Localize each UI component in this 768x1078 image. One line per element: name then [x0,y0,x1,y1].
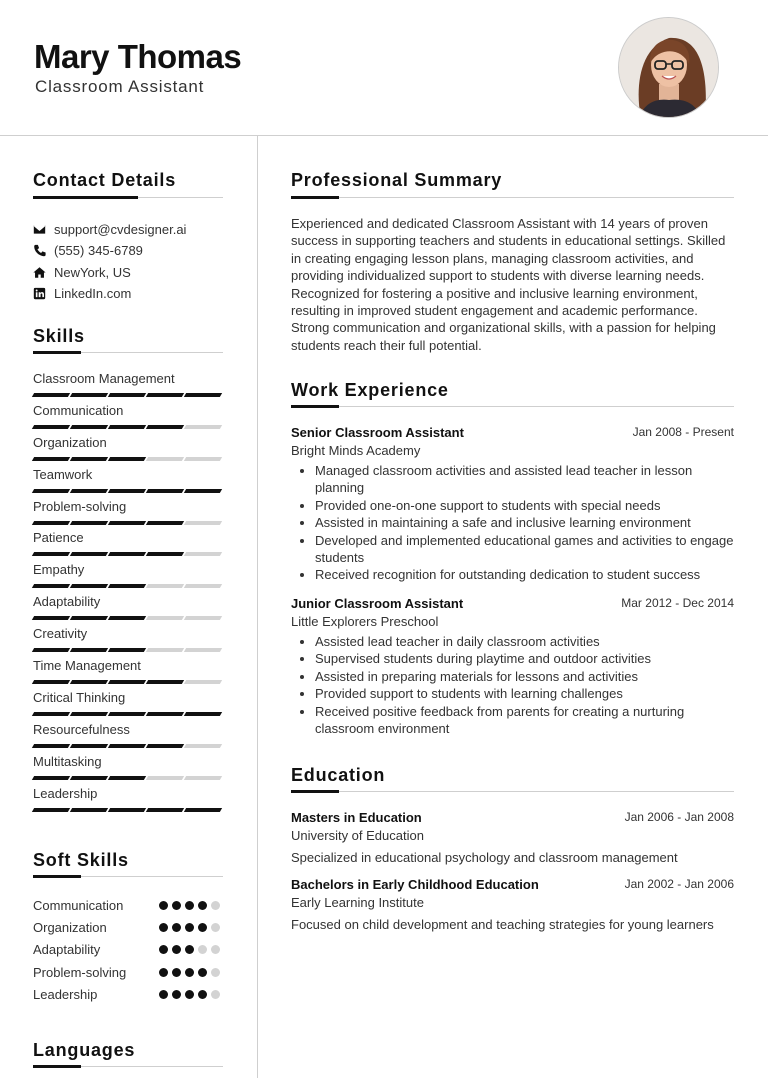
contact-linkedin[interactable] [33,283,233,304]
skill-level-segment [184,680,222,684]
skill-level-segment [146,680,184,684]
skill-level-segment [70,680,108,684]
languages-heading: Languages [33,1040,136,1060]
skill-level-segment [146,808,184,812]
contact-phone-text: (555) 345-6789 [54,243,143,259]
skill-level-segment [108,393,146,397]
education-degree: Masters in Education [291,810,422,825]
skill-item [33,499,223,531]
soft-skill-item [33,916,233,938]
skill-level-segment [108,712,146,716]
skill-name: Critical Thinking [33,689,126,705]
rating-dot [211,945,220,954]
skill-level-bar [33,616,223,620]
skill-level-segment [146,616,184,620]
skill-level-segment [70,648,108,652]
soft-skill-item [33,939,233,961]
soft-skill-rating [159,945,220,954]
skill-level-segment [146,552,184,556]
job-bullet: Assisted lead teacher in daily classroom activities [291,633,734,650]
skill-item [33,403,223,435]
rating-dot [211,968,220,977]
job-bullets [291,462,734,584]
contact-location [33,262,233,283]
job-company: Bright Minds Academy [291,443,421,458]
skill-name: Creativity [33,626,88,642]
rating-dot [172,990,181,999]
job-title: Senior Classroom Assistant [291,425,464,440]
linkedin-icon [33,287,54,300]
resume-header [0,0,768,136]
skill-level-segment [32,425,70,429]
contact-linkedin-text: LinkedIn.com [54,286,132,302]
skill-level-segment [70,744,108,748]
skill-level-bar [33,457,223,461]
rating-dot [198,968,207,977]
skill-level-bar [33,584,223,588]
candidate-name: Mary Thomas [34,38,242,75]
skill-name: Patience [33,530,84,546]
skill-name: Classroom Management [33,371,175,386]
summary-text: Experienced and dedicated Classroom Assistant with 14 years of proven success in supporting teachers and students in educational settings. Skilled in creating engaging lesson plans, managing classroom activities, and providing individualized support to students with diverse learning needs. Recognized for fostering a positive and inclusive learning environment, resulting in improved student engagement and academic performance. Strong communication and organizational skills, with a passion for helping students reach their full potential. [291,216,726,353]
job-bullet: Developed and implemented educational games and activities to engage students [291,532,734,567]
skill-level-bar [33,521,223,525]
education-school: University of Education [291,828,424,843]
soft-skill-rating [159,901,220,910]
rating-dot [159,968,168,977]
job-entry [291,596,734,737]
skill-level-segment [32,521,70,525]
rating-dot [185,945,194,954]
job-bullet: Managed classroom activities and assisted lead teacher in lesson planning [291,462,734,497]
work-heading: Work Experience [291,380,449,400]
skill-level-bar [33,680,223,684]
soft-skill-item [33,961,233,983]
languages-heading-rule [33,1066,223,1067]
job-entry [291,425,734,584]
skill-level-segment [70,393,108,397]
skill-level-segment [108,776,146,780]
skill-level-segment [146,521,184,525]
skill-item [33,467,223,499]
summary-heading: Professional Summary [291,170,503,190]
skill-level-segment [146,584,184,588]
skill-level-segment [70,457,108,461]
education-school: Early Learning Institute [291,895,424,910]
job-bullet: Assisted in preparing materials for lessons and activities [291,668,734,685]
job-date: Jan 2008 - Present [632,425,734,439]
soft-skill-item [33,983,233,1005]
skill-level-segment [184,616,222,620]
rating-dot [198,990,207,999]
rating-dot [185,923,194,932]
job-bullet: Provided support to students with learning challenges [291,685,734,702]
skill-level-segment [32,744,70,748]
rating-dot [211,923,220,932]
skill-level-segment [70,489,108,493]
contact-location-text: NewYork, US [54,264,131,280]
rating-dot [185,990,194,999]
education-heading: Education [291,765,386,785]
skill-level-segment [108,744,146,748]
skill-level-segment [184,552,222,556]
soft-skill-name: Adaptability [33,942,101,958]
skill-item [33,786,223,818]
soft-skills-heading: Soft Skills [33,850,129,870]
skill-level-segment [108,489,146,493]
skill-level-segment [70,552,108,556]
job-bullet: Supervised students during playtime and outdoor activities [291,650,734,667]
skill-level-segment [108,584,146,588]
contact-list [33,219,233,304]
skill-level-segment [146,648,184,652]
soft-skills-heading-rule [33,876,223,877]
skill-level-bar [33,648,223,652]
job-bullet: Received positive feedback from parents for creating a nurturing classroom environment [291,703,734,738]
contact-heading: Contact Details [33,170,177,190]
rating-dot [198,945,207,954]
envelope-icon [33,223,54,236]
skill-level-segment [70,425,108,429]
skill-level-segment [108,648,146,652]
contact-phone[interactable] [33,240,233,261]
skill-level-segment [184,521,222,525]
skill-level-segment [32,584,70,588]
skill-level-segment [184,744,222,748]
soft-skill-name: Problem-solving [33,964,127,980]
skill-level-segment [108,616,146,620]
skill-level-bar [33,808,223,812]
education-description: Specialized in educational psychology and classroom management [291,850,678,865]
skill-item [33,594,223,626]
skill-level-bar [33,489,223,493]
rating-dot [172,901,181,910]
skills-list [33,371,223,817]
rating-dot [159,901,168,910]
education-degree: Bachelors in Early Childhood Education [291,877,539,892]
education-entry [291,810,734,865]
skill-level-bar [33,712,223,716]
skill-level-segment [32,680,70,684]
skill-level-segment [70,521,108,525]
skill-item [33,371,223,403]
skill-level-segment [146,393,184,397]
skill-level-bar [33,393,223,397]
skill-level-segment [184,648,222,652]
rating-dot [172,945,181,954]
soft-skill-rating [159,990,220,999]
skill-level-segment [70,808,108,812]
candidate-title: Classroom Assistant [35,77,205,96]
phone-icon [33,244,54,257]
skill-level-segment [184,425,222,429]
skill-level-segment [184,712,222,716]
job-bullets [291,633,734,737]
job-company: Little Explorers Preschool [291,614,439,629]
soft-skills-list [33,894,233,1005]
skill-level-segment [108,457,146,461]
skill-level-segment [70,616,108,620]
rating-dot [159,990,168,999]
skill-item [33,658,223,690]
skill-level-segment [32,616,70,620]
skill-level-segment [184,393,222,397]
skills-heading: Skills [33,326,85,346]
skill-item [33,754,223,786]
education-heading-rule [291,791,734,792]
skill-level-segment [32,648,70,652]
rating-dot [159,923,168,932]
rating-dot [159,945,168,954]
skill-name: Problem-solving [33,498,127,514]
skill-name: Teamwork [33,466,93,482]
soft-skill-name: Leadership [33,986,98,1002]
work-heading-rule [291,406,734,407]
skill-name: Resourcefulness [33,721,130,737]
skill-level-segment [32,489,70,493]
skill-level-segment [184,584,222,588]
skill-name: Time Management [33,658,141,674]
skill-level-segment [108,521,146,525]
education-date: Jan 2006 - Jan 2008 [624,810,734,824]
skill-item [33,562,223,594]
rating-dot [198,901,207,910]
skill-level-segment [184,808,222,812]
skill-level-segment [184,776,222,780]
skill-level-bar [33,776,223,780]
soft-skill-name: Communication [33,897,124,913]
skill-name: Communication [33,402,124,418]
skill-item [33,690,223,722]
skill-level-segment [32,457,70,461]
skill-item [33,530,223,562]
skill-item [33,626,223,658]
skill-level-bar [33,552,223,556]
profile-photo [618,17,719,118]
skill-item [33,722,223,754]
skill-level-bar [33,425,223,429]
skill-level-segment [108,808,146,812]
education-description: Focused on child development and teaching strategies for young learners [291,917,714,932]
skill-level-segment [146,489,184,493]
rating-dot [198,923,207,932]
soft-skill-item [33,894,233,916]
contact-heading-rule [33,197,223,198]
skill-level-bar [33,744,223,748]
soft-skill-name: Organization [33,919,107,935]
skill-level-segment [146,457,184,461]
skill-level-segment [146,744,184,748]
skill-level-segment [146,776,184,780]
summary-heading-rule [291,197,734,198]
skill-name: Multitasking [33,753,102,769]
skill-level-segment [146,712,184,716]
rating-dot [172,968,181,977]
rating-dot [211,901,220,910]
skill-name: Leadership [33,785,98,801]
job-date: Mar 2012 - Dec 2014 [621,596,734,610]
skill-level-segment [184,489,222,493]
job-bullet: Assisted in maintaining a safe and inclusive learning environment [291,514,734,531]
skills-heading-rule [33,352,223,353]
job-bullet: Provided one-on-one support to students with special needs [291,497,734,514]
skill-level-segment [108,680,146,684]
skill-level-segment [108,425,146,429]
column-divider [257,136,258,1078]
rating-dot [185,901,194,910]
job-title: Junior Classroom Assistant [291,596,464,611]
skill-name: Adaptability [33,594,101,610]
skill-name: Empathy [33,562,85,578]
home-icon [33,266,54,279]
skill-level-segment [70,776,108,780]
skill-item [33,435,223,467]
soft-skill-rating [159,923,220,932]
skill-name: Organization [33,434,107,450]
contact-email[interactable] [33,219,233,240]
education-entry [291,877,734,932]
rating-dot [172,923,181,932]
education-date: Jan 2002 - Jan 2006 [624,877,734,891]
skill-level-segment [32,552,70,556]
skill-level-segment [70,712,108,716]
skill-level-segment [32,712,70,716]
contact-email-text: support@cvdesigner.ai [54,222,187,238]
skill-level-segment [146,425,184,429]
rating-dot [185,968,194,977]
skill-level-segment [184,457,222,461]
skill-level-segment [32,808,70,812]
skill-level-segment [108,552,146,556]
skill-level-segment [70,584,108,588]
rating-dot [211,990,220,999]
skill-level-segment [32,776,70,780]
skill-level-segment [32,393,70,397]
soft-skill-rating [159,968,220,977]
job-bullet: Received recognition for outstanding dedication to student success [291,566,734,583]
